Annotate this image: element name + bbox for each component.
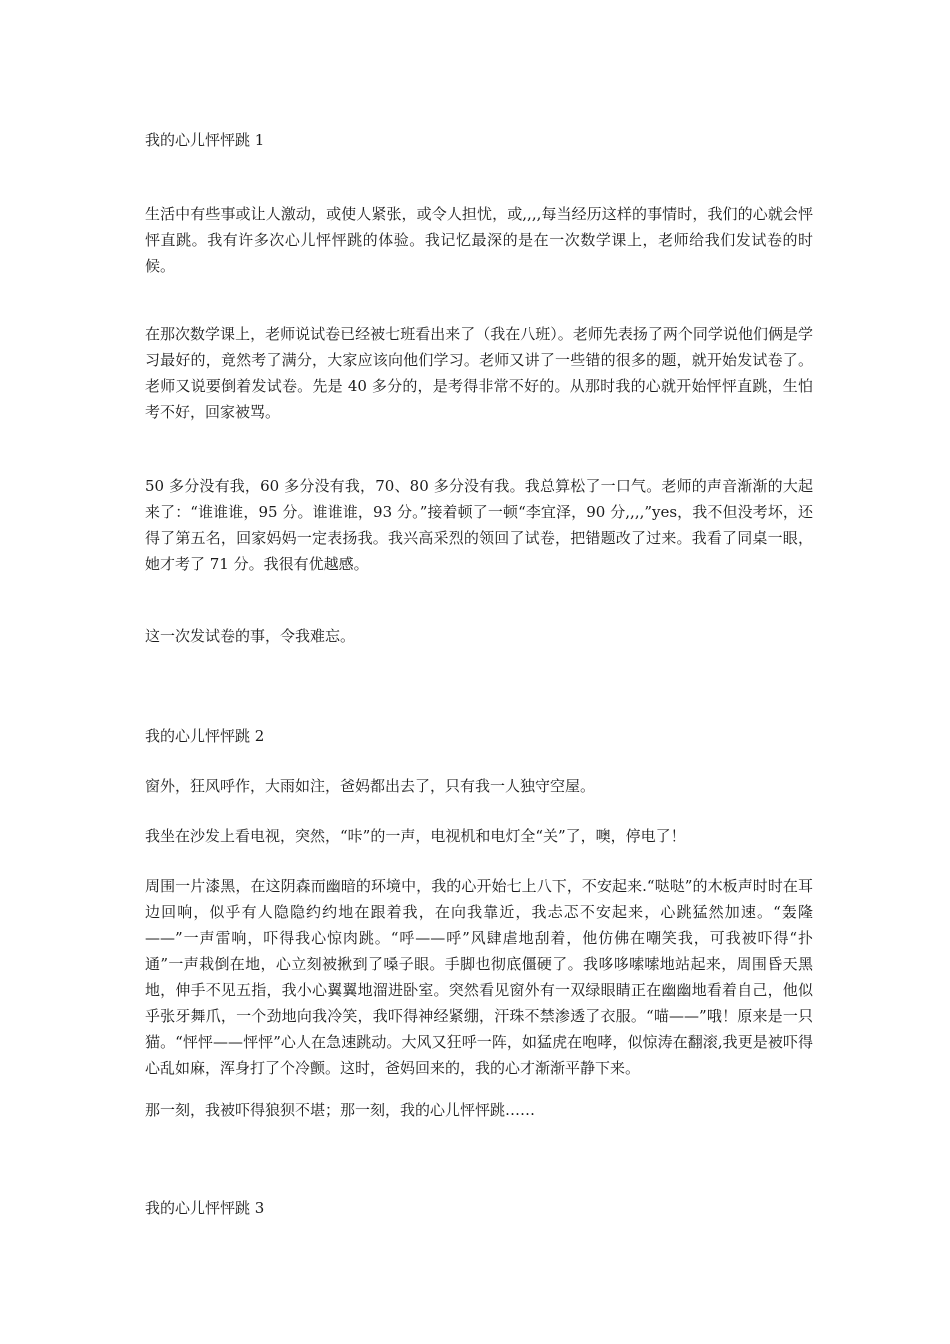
- paragraph-2: 在那次数学课上，老师说试卷已经被七班看出来了（我在八班）。老师先表扬了两个同学说他们俩是学习最好的，竟然考了满分，大家应该向他们学习。老师又讲了一些错的很多的题，就开始发试卷了。老师又说要倒着发试卷。先是 40 多分的，是考得非常不好的。从那时我的心就开始怦怦直跳，生怕考不好，回家被骂。: [145, 325, 813, 421]
- section-heading-1: 我的心儿怦怦跳 1: [145, 131, 265, 149]
- paragraph-1: 生活中有些事或让人激动，或使人紧张，或令人担忧，或,,,,每当经历这样的事情时，我们的心就会怦怦直跳。我有许多次心儿怦怦跳的体验。我记忆最深的是在一次数学课上，老师给我们发试卷的时候。: [145, 205, 813, 275]
- paragraph-6: 我坐在沙发上看电视，突然，“咔”的一声，电视机和电灯全“关”了，噢，停电了！: [145, 827, 686, 845]
- paragraph-8: 那一刻，我被吓得狼狈不堪；那一刻，我的心儿怦怦跳……: [145, 1101, 536, 1119]
- paragraph-7: 周围一片漆黑，在这阴森而幽暗的环境中，我的心开始七上八下，不安起来.“哒哒”的木板声时时在耳边回响，似乎有人隐隐约约地在跟着我，在向我靠近，我忐忑不安起来，心跳猛然加速。“轰隆——”一声雷响，吓得我心惊肉跳。“呼——呼”风肆虐地刮着，他仿佛在嘲笑我，可我被吓得“扑通”一声栽倒在地，心立刻被揪到了嗓子眼。手脚也彻底僵硬了。我哆哆嗦嗦地站起来，周围昏天黑地，伸手不见五指，我小心翼翼地溜进卧室。突然看见窗外有一双绿眼睛正在幽幽地看着自己，他似乎张牙舞爪，一个劲地向我冷笑，我吓得神经紧绷，汗珠不禁渗透了衣服。“喵——”哦！原来是一只猫。“怦怦——怦怦”心人在急速跳动。大风又狂呼一阵，如猛虎在咆哮，似惊涛在翻滚,我更是被吓得心乱如麻，浑身打了个冷颤。这时，爸妈回来的，我的心才渐渐平静下来。: [145, 877, 813, 1077]
- section-heading-3: 我的心儿怦怦跳 3: [145, 1199, 265, 1217]
- section-heading-2: 我的心儿怦怦跳 2: [145, 727, 265, 745]
- paragraph-4: 这一次发试卷的事，令我难忘。: [145, 627, 356, 645]
- paragraph-3: 50 多分没有我，60 多分没有我，70、80 多分没有我。我总算松了一口气。老师的声音渐渐的大起来了：“谁谁谁，95 分。谁谁谁，93 分。”接着顿了一顿“李宜泽，90 分,,,,”yes，我不但没考坏，还得了第五名，回家妈妈一定表扬我。我兴高采烈的领回了试卷，把错题改了过来。我看了同桌一眼，她才考了 71 分。我很有优越感。: [145, 477, 813, 573]
- paragraph-5: 窗外，狂风呼作，大雨如注，爸妈都出去了，只有我一人独守空屋。: [145, 777, 596, 795]
